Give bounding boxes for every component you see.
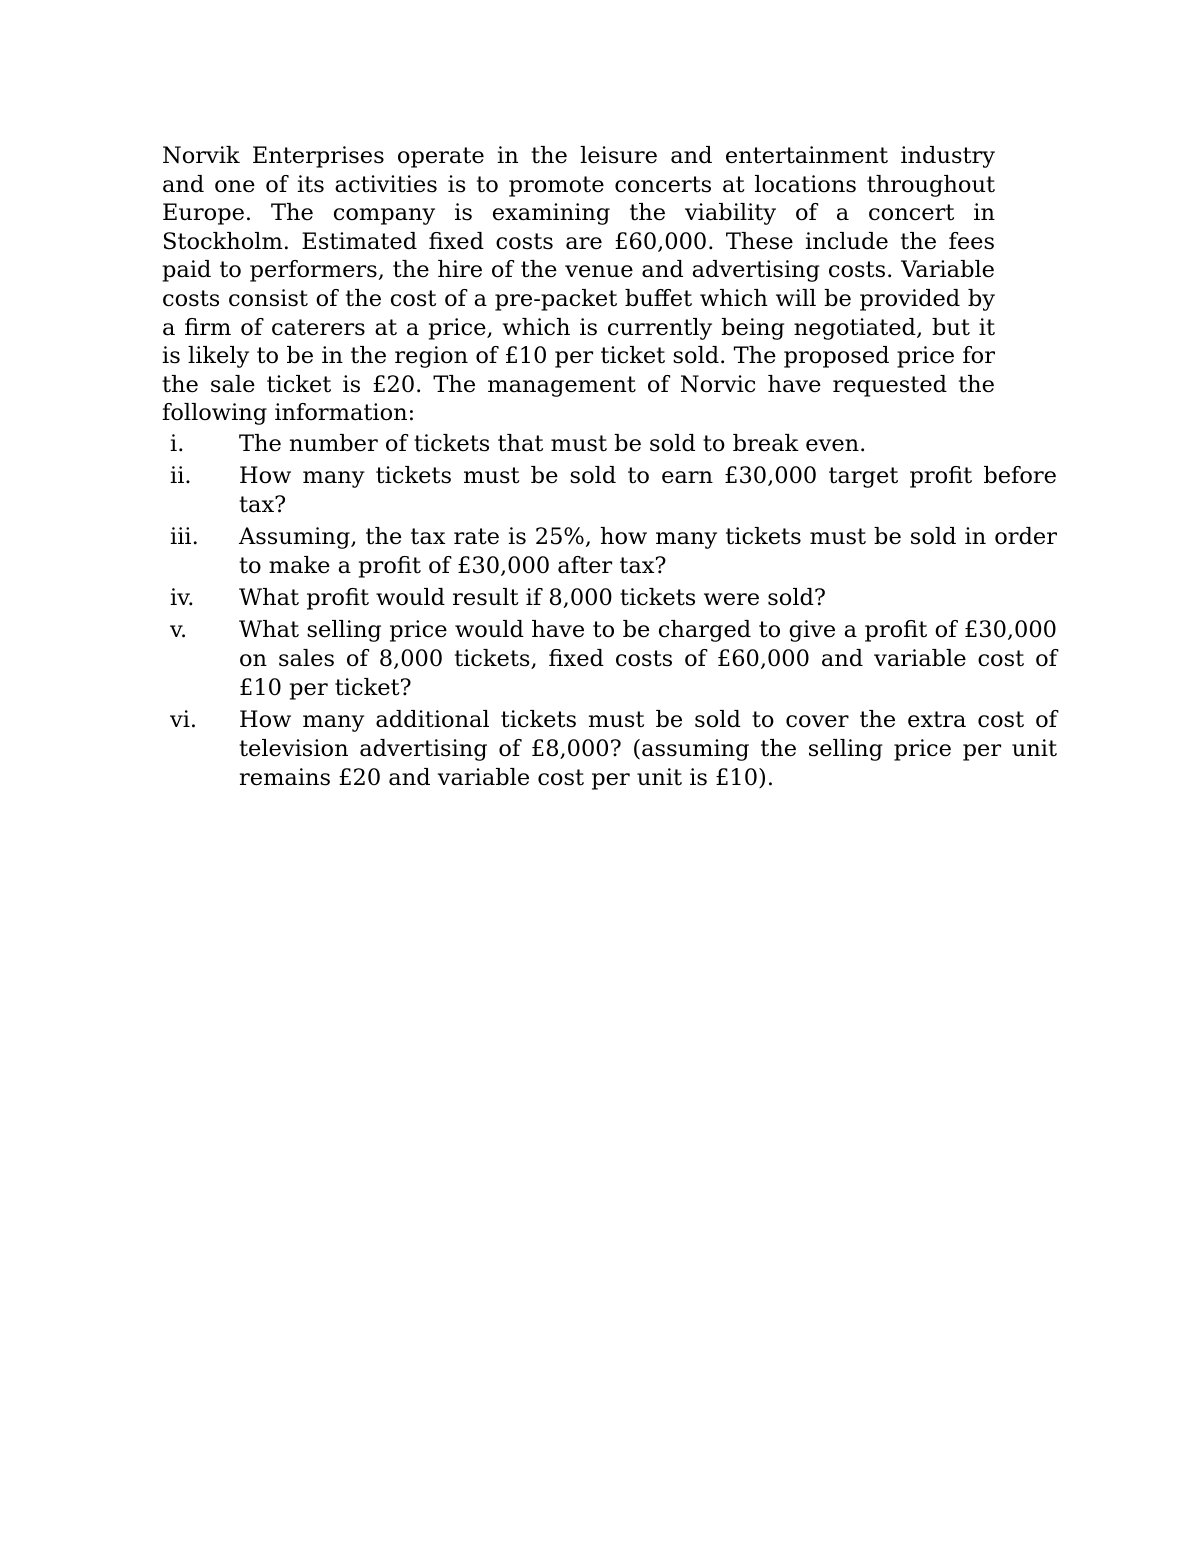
list-item-text: What selling price would have to be charged to give a profit of £30,000 on sales of 8,000 tickets, fixed costs of £60,000 and variable cost of £10 per ticket?	[239, 616, 1057, 701]
list-item	[162, 462, 1057, 520]
list-item	[162, 584, 1057, 613]
list-item-number: iii.	[170, 523, 199, 550]
list-item-text: The number of tickets that must be sold to break even.	[239, 430, 867, 457]
list-item-number: ii.	[170, 462, 192, 489]
list-item-text: How many tickets must be sold to earn £30,000 target profit before tax?	[239, 462, 1057, 518]
list-item	[162, 430, 1057, 459]
list-item	[162, 706, 1057, 793]
list-item-number: i.	[170, 430, 185, 457]
list-item-text: Assuming, the tax rate is 25%, how many tickets must be sold in order to make a profit of £30,000 after tax?	[239, 523, 1057, 579]
document-body	[162, 142, 1057, 796]
intro-paragraph: Norvik Enterprises operate in the leisure and entertainment industry and one of its activities is to promote concerts at locations throughout Europe. The company is examining the viability of a concert in Stockholm. Estimated fixed costs are £60,000. These include the fees paid to performers, the hire of the venue and advertising costs. Variable costs consist of the cost of a pre-packet buffet which will be provided by a firm of caterers at a price, which is currently being negotiated, but it is likely to be in the region of £10 per ticket sold. The proposed price for the sale ticket is £20. The management of Norvic have requested the following information:	[162, 143, 995, 427]
list-item-number: v.	[170, 616, 188, 643]
list-item-number: vi.	[170, 706, 198, 733]
list-item	[162, 616, 1057, 703]
list-item	[162, 523, 1057, 581]
list-item-text: How many additional tickets must be sold to cover the extra cost of television advertising of £8,000? (assuming the selling price per unit remains £20 and variable cost per unit is £10).	[239, 706, 1057, 791]
question-list	[162, 430, 1057, 793]
list-item-text: What profit would result if 8,000 tickets were sold?	[239, 584, 826, 611]
list-item-number: iv.	[170, 584, 195, 611]
